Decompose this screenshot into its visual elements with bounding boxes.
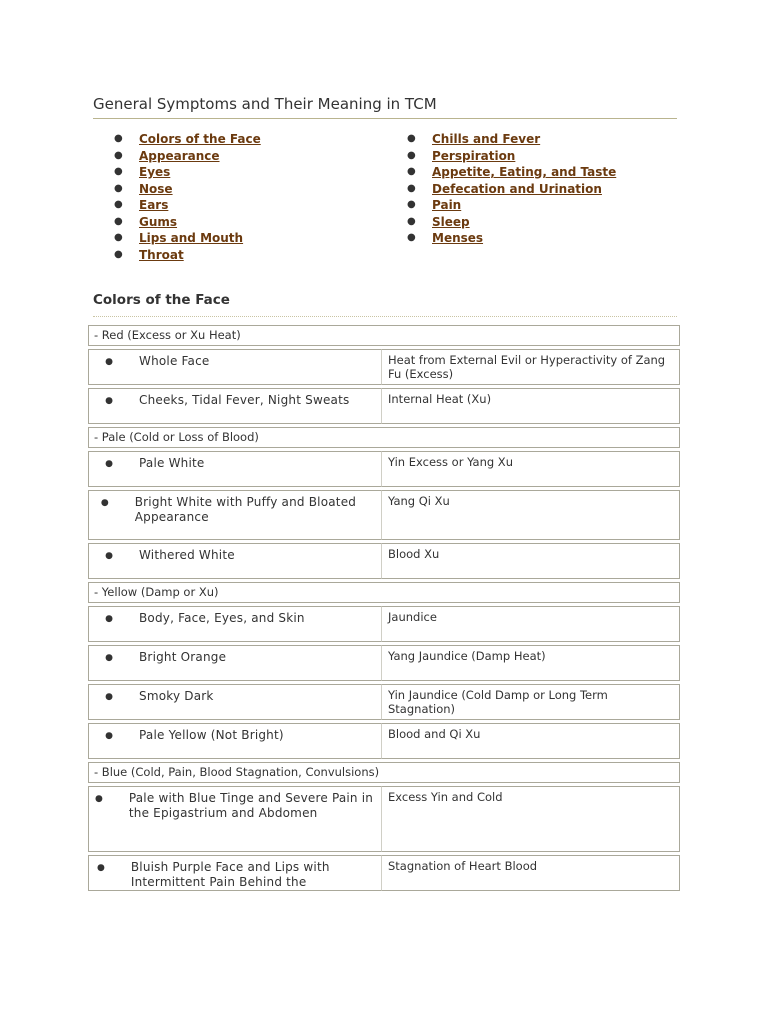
group-label: - Yellow (Damp or Xu): [88, 582, 680, 603]
table-row: [88, 349, 680, 385]
bullet-dot-icon: ●: [105, 459, 113, 469]
table-row: [88, 645, 680, 681]
toc-item: [114, 197, 261, 214]
toc-item: [114, 131, 261, 148]
meaning-text: Blood and Qi Xu: [388, 727, 481, 741]
toc-item: [407, 164, 616, 181]
meaning-text: Heat from External Evil or Hyperactivity of Zang Fu (Excess): [388, 353, 666, 381]
toc-item: [114, 247, 261, 264]
toc-item: [114, 230, 261, 247]
toc-link-chills-and-fever[interactable]: Chills and Fever: [432, 132, 541, 146]
toc-link-ears[interactable]: Ears: [139, 198, 169, 212]
group-header-row: [88, 762, 680, 783]
meaning-cell: [382, 645, 680, 681]
symptom-cell: [88, 543, 382, 579]
toc-link-appearance[interactable]: Appearance: [139, 148, 220, 163]
toc-link-gums[interactable]: Gums: [139, 214, 178, 229]
meaning-cell: [382, 388, 680, 424]
meaning-text: Yin Jaundice (Cold Damp or Long Term Stagnation): [388, 688, 608, 716]
meaning-text: Excess Yin and Cold: [388, 790, 503, 804]
group-label: - Blue (Cold, Pain, Blood Stagnation, Convulsions): [88, 762, 680, 783]
toc-link-pain[interactable]: Pain: [432, 198, 462, 212]
table-row: [88, 388, 680, 424]
bullet-dot-icon: ●: [105, 653, 113, 663]
symptom-text: Body, Face, Eyes, and Skin: [139, 611, 305, 625]
bullet-dot-icon: ●: [407, 232, 416, 243]
symptom-cell: [88, 645, 382, 681]
toc-link-nose[interactable]: Nose: [139, 181, 173, 196]
bullet-dot-icon: ●: [105, 396, 113, 406]
meaning-text: Internal Heat (Xu): [388, 392, 492, 406]
bullet-dot-icon: ●: [105, 357, 113, 367]
bullet-dot-icon: ●: [105, 692, 113, 702]
toc-link-menses[interactable]: Menses: [432, 231, 484, 245]
table-row: [88, 786, 680, 852]
toc-right-column: [407, 131, 616, 247]
toc-link-eyes[interactable]: Eyes: [139, 165, 171, 179]
group-label: - Pale (Cold or Loss of Blood): [88, 427, 680, 448]
bullet-dot-icon: ●: [100, 498, 109, 508]
toc-item: [407, 197, 616, 214]
meaning-text: Yin Excess or Yang Xu: [388, 455, 513, 469]
symptom-cell: [88, 388, 382, 424]
bullet-dot-icon: ●: [95, 794, 103, 804]
bullet-dot-icon: ●: [407, 215, 416, 227]
meaning-text: Stagnation of Heart Blood: [388, 859, 538, 873]
table-row: [88, 723, 680, 759]
symptom-text: Pale White: [139, 456, 205, 470]
symptom-text: Cheeks, Tidal Fever, Night Sweats: [139, 393, 350, 407]
section-title: Colors of the Face: [93, 292, 677, 317]
bullet-dot-icon: ●: [105, 614, 113, 624]
toc-item: [407, 131, 616, 148]
symptom-cell: [88, 723, 382, 759]
meaning-cell: [382, 786, 680, 852]
bullet-dot-icon: ●: [114, 232, 123, 243]
bullet-dot-icon: ●: [114, 182, 123, 194]
toc-link-sleep[interactable]: Sleep: [432, 214, 470, 229]
meaning-text: Jaundice: [388, 610, 437, 624]
symptom-text: Pale with Blue Tinge and Severe Pain in the Epigastrium and Abdomen: [128, 791, 374, 820]
bullet-dot-icon: ●: [97, 863, 105, 873]
meaning-text: Yang Jaundice (Damp Heat): [388, 649, 546, 663]
group-header-row: [88, 325, 680, 346]
toc-item: [407, 230, 616, 247]
page-title: General Symptoms and Their Meaning in TCM: [93, 95, 677, 119]
bullet-dot-icon: ●: [407, 182, 416, 194]
table-row: [88, 606, 680, 642]
bullet-dot-icon: ●: [114, 133, 123, 144]
bullet-dot-icon: ●: [407, 166, 416, 177]
toc-item: [114, 164, 261, 181]
bullet-dot-icon: ●: [105, 731, 113, 741]
meaning-cell: [382, 349, 680, 385]
toc-link-colors-of-the-face[interactable]: Colors of the Face: [139, 132, 261, 146]
bullet-dot-icon: ●: [114, 199, 123, 210]
symptom-text: Withered White: [139, 548, 235, 562]
bullet-dot-icon: ●: [407, 199, 416, 210]
bullet-dot-icon: ●: [114, 248, 123, 260]
meaning-cell: [382, 451, 680, 487]
symptom-text: Bluish Purple Face and Lips with Intermittent Pain Behind the: [130, 860, 330, 889]
bullet-dot-icon: ●: [407, 133, 416, 144]
symptom-cell: [88, 855, 382, 891]
toc-link-defecation-and-urination[interactable]: Defecation and Urination: [432, 181, 602, 196]
table-row: [88, 490, 680, 540]
meaning-text: Yang Qi Xu: [388, 494, 450, 508]
toc-item: [407, 214, 616, 231]
symptom-cell: [88, 490, 382, 540]
toc-item: [114, 148, 261, 165]
symptom-text: Smoky Dark: [139, 689, 214, 703]
symptom-text: Bright Orange: [139, 650, 227, 664]
symptom-text: Whole Face: [139, 354, 210, 368]
group-header-row: [88, 427, 680, 448]
symptom-text: Pale Yellow (Not Bright): [139, 728, 284, 742]
toc-link-perspiration[interactable]: Perspiration: [432, 148, 516, 163]
bullet-dot-icon: ●: [114, 166, 123, 177]
meaning-text: Blood Xu: [388, 547, 440, 561]
table-row: [88, 451, 680, 487]
toc-link-throat[interactable]: Throat: [139, 247, 184, 262]
table-row: [88, 855, 680, 891]
bullet-dot-icon: ●: [105, 551, 113, 561]
meaning-cell: [382, 606, 680, 642]
symptom-table: [88, 322, 680, 894]
symptom-cell: [88, 451, 382, 487]
meaning-cell: [382, 855, 680, 891]
bullet-dot-icon: ●: [407, 149, 416, 161]
table-row: [88, 543, 680, 579]
toc-link-appetite-eating-taste[interactable]: Appetite, Eating, and Taste: [432, 165, 617, 179]
toc-item: [114, 214, 261, 231]
toc-item: [114, 181, 261, 198]
symptom-text: Bright White with Puffy and Bloated Appearance: [134, 495, 357, 524]
toc-item: [407, 148, 616, 165]
meaning-cell: [382, 723, 680, 759]
toc-left-column: [114, 131, 261, 263]
toc-item: [407, 181, 616, 198]
meaning-cell: [382, 543, 680, 579]
symptom-cell: [88, 349, 382, 385]
meaning-cell: [382, 490, 680, 540]
group-header-row: [88, 582, 680, 603]
symptom-cell: [88, 786, 382, 852]
table-row: [88, 684, 680, 720]
toc-link-lips-and-mouth[interactable]: Lips and Mouth: [139, 231, 244, 245]
symptom-cell: [88, 606, 382, 642]
bullet-dot-icon: ●: [114, 215, 123, 227]
symptom-cell: [88, 684, 382, 720]
bullet-dot-icon: ●: [114, 149, 123, 161]
group-label: - Red (Excess or Xu Heat): [88, 325, 680, 346]
meaning-cell: [382, 684, 680, 720]
